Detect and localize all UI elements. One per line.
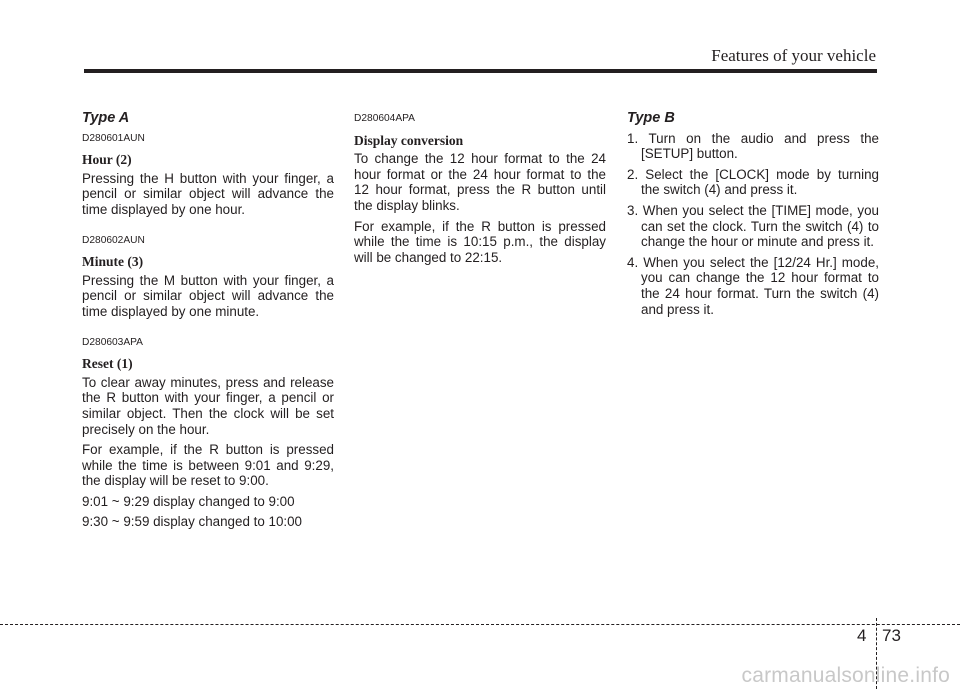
paragraph: Pressing the H button with your finger, a pencil or similar object will advance the time displayed by one hour. xyxy=(82,170,334,217)
type-b-heading: Type B xyxy=(627,110,675,126)
page-header-title: Features of your vehicle xyxy=(711,46,876,65)
type-a-heading: Type A xyxy=(82,110,130,126)
paragraph: For example, if the R button is pressed while the time is between 9:01 and 9:29, the display will be reset to 9:00. xyxy=(82,442,334,489)
section-code: D280602AUN xyxy=(82,234,145,246)
paragraph: To change the 12 hour format to the 24 hour format or the 24 hour format to the 12 hour format, press the R button until the display blinks. xyxy=(354,151,606,213)
chapter-number: 4 xyxy=(857,626,867,645)
section-code: D280601AUN xyxy=(82,132,145,144)
paragraph: Pressing the M button with your finger, a pencil or similar object will advance the time displayed by one minute. xyxy=(82,272,334,319)
section-heading-display-conversion: Display conversion xyxy=(354,132,464,148)
column-2 xyxy=(354,111,606,270)
list-item: 2. Select the [CLOCK] mode by turning the switch (4) and press it. xyxy=(627,166,879,198)
section-code: D280604APA xyxy=(354,113,415,124)
footer-rule xyxy=(0,624,960,625)
section-heading-reset: Reset (1) xyxy=(82,356,133,372)
header-rule xyxy=(84,69,877,73)
section-code: D280603APA xyxy=(82,336,143,348)
page-number: 73 xyxy=(882,626,901,645)
column-3 xyxy=(627,111,879,322)
list-item: 1. Turn on the audio and press the [SETUP] button. xyxy=(627,130,879,162)
paragraph: 9:01 ~ 9:29 display changed to 9:00 xyxy=(82,493,295,509)
watermark: carmanualsonline.info xyxy=(741,664,950,687)
section-heading-hour: Hour (2) xyxy=(82,152,132,168)
list-item: 3. When you select the [TIME] mode, you can set the clock. Turn the switch (4) to change the hour or minute and press it. xyxy=(627,202,879,250)
paragraph: For example, if the R button is pressed while the time is 10:15 p.m., the display will be changed to 22:15. xyxy=(354,218,606,265)
column-1 xyxy=(82,111,334,535)
paragraph: To clear away minutes, press and release the R button with your finger, a pencil or similar object. Then the clock will be set precisely on the hour. xyxy=(82,374,334,437)
list-item: 4. When you select the [12/24 Hr.] mode, you can change the 12 hour format to the 24 hour format. Turn the switch (4) and press it. xyxy=(627,254,879,317)
paragraph: 9:30 ~ 9:59 display changed to 10:00 xyxy=(82,514,303,530)
section-heading-minute: Minute (3) xyxy=(82,254,144,270)
steps-list xyxy=(627,131,879,318)
